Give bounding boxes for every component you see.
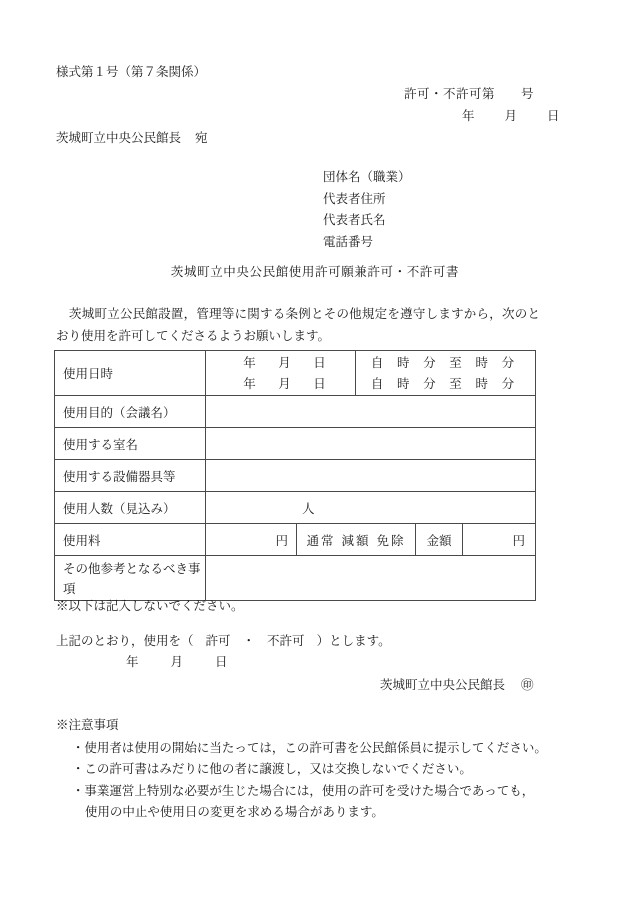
label-equipment: 使用する設備器具等 (55, 460, 206, 492)
permit-number-label: 許可・不許可第 (404, 86, 496, 101)
time1-to-hour: 時 (475, 355, 488, 370)
datetime-time-row-1 (356, 352, 535, 373)
fee-yen-unit-2: 円 (512, 532, 525, 548)
approval-date-day: 日 (215, 654, 228, 669)
notices-title: ※注意事項 (56, 717, 119, 732)
value-equipment[interactable] (206, 460, 536, 492)
table-row-other (55, 556, 536, 601)
table-row-purpose (55, 396, 536, 428)
time2-from-minute: 分 (423, 376, 436, 391)
permit-date-field (462, 106, 560, 124)
value-datetime[interactable] (206, 351, 536, 396)
date2-day: 日 (313, 376, 326, 391)
approval-date-year: 年 (126, 654, 139, 669)
label-fee: 使用料 (55, 524, 206, 556)
time1-from-minute: 分 (423, 355, 436, 370)
applicant-organization: 団体名（職業） (323, 169, 411, 184)
permit-number-field (404, 84, 534, 102)
time2-to-minute: 分 (501, 376, 515, 391)
approval-date-field (126, 652, 228, 670)
intro-paragraph: 茨城町立公民館設置，管理等に関する条例とその他規定を遵守しますから，次のとおり使用を許可してくださるようお願いします。 (56, 306, 540, 343)
table-row-people (55, 492, 536, 524)
applicant-block (323, 166, 411, 252)
permit-date-year: 年 (462, 108, 475, 123)
time2-from: 自 (370, 376, 384, 391)
value-people[interactable] (206, 492, 536, 524)
label-purpose: 使用目的（会議名） (55, 396, 206, 428)
time1-from: 自 (370, 355, 384, 370)
fee-amount-label: 金額 (416, 524, 463, 555)
time2-to: 至 (449, 376, 462, 391)
notices-section (56, 714, 556, 823)
date1-year: 年 (243, 355, 256, 370)
permit-date-month: 月 (504, 108, 518, 123)
label-room: 使用する室名 (55, 428, 206, 460)
permit-number-unit: 号 (521, 86, 535, 101)
value-purpose[interactable] (206, 396, 536, 428)
label-datetime: 使用日時 (55, 351, 206, 396)
bullet-icon: ・ (71, 739, 85, 755)
signer-name: 茨城町立中央公民館長 (380, 677, 506, 692)
notice-item-text-continued: 使用の中止や使用日の変更を求める場合があります。 (84, 804, 384, 819)
date2-month: 月 (278, 376, 291, 391)
approval-statement (56, 630, 391, 652)
permit-date-day: 日 (547, 108, 560, 123)
label-people: 使用人数（見込み） (55, 492, 206, 524)
value-room[interactable] (206, 428, 536, 460)
value-other[interactable] (206, 556, 536, 601)
applicant-representative-address: 代表者住所 (323, 190, 386, 206)
addressee-name: 茨城町立中央公民館長 (56, 130, 182, 145)
table-row-fee (55, 524, 536, 556)
fee-final-amount-cell[interactable] (463, 524, 535, 555)
addressee-suffix: 宛 (195, 130, 208, 145)
seal-icon: ㊞ (521, 677, 534, 692)
applicant-representative-name: 代表者氏名 (323, 212, 386, 227)
table-row-datetime (55, 351, 536, 396)
date1-day: 日 (313, 355, 326, 370)
approval-statement-part1: 上記のとおり，使用を（ (56, 633, 194, 648)
datetime-date-subcell[interactable] (206, 351, 356, 395)
value-fee[interactable] (206, 524, 536, 556)
fee-amount-input-cell[interactable] (206, 524, 297, 555)
approval-signer (380, 675, 534, 693)
approval-date-month: 月 (170, 654, 184, 669)
approval-option-permit[interactable]: 許可 (205, 633, 231, 648)
people-unit: 人 (302, 500, 315, 516)
approval-option-deny[interactable]: 不許可 (267, 633, 305, 648)
bullet-icon: ・ (71, 782, 85, 798)
bullet-icon: ・ (71, 761, 85, 776)
notice-item-text: この許可書はみだりに他の者に譲渡し，又は交換しないでください。 (84, 761, 472, 776)
fee-yen-unit-1: 円 (275, 532, 288, 548)
time2-to-hour: 時 (475, 376, 488, 391)
notice-item-text: 事業運営上特別な必要が生じた場合には，使用の許可を受けた場合であっても， (84, 782, 535, 798)
label-other: その他参考となるべき事項 (55, 556, 206, 601)
notice-item-text: 使用者は使用の開始に当たっては，この許可書を公民館係員に提示してください。 (84, 739, 547, 755)
addressee (56, 128, 208, 146)
approval-statement-part2: ）とします。 (316, 633, 391, 648)
approval-separator: ・ (242, 633, 256, 648)
do-not-fill-note: ※以下は記入しないでください。 (56, 598, 244, 613)
usage-application-table (54, 350, 536, 601)
fee-category-cell[interactable]: 通常 減額 免除 (297, 524, 416, 555)
document-title: 茨城町立中央公民館使用許可願兼許可・不許可書 (170, 264, 460, 279)
table-row-equipment (55, 460, 536, 492)
form-number: 様式第１号（第７条関係） (56, 64, 207, 79)
datetime-date-row-2 (206, 373, 355, 394)
notice-item (56, 737, 556, 759)
date2-year: 年 (243, 376, 256, 391)
datetime-time-subcell[interactable] (356, 351, 535, 395)
time2-from-hour: 時 (396, 376, 410, 391)
table-row-room (55, 428, 536, 460)
notice-item (56, 780, 556, 823)
applicant-telephone: 電話番号 (323, 233, 374, 249)
datetime-date-row-1 (206, 352, 355, 373)
notice-item (56, 758, 556, 780)
time1-to-minute: 分 (501, 355, 515, 370)
time1-from-hour: 時 (396, 355, 410, 370)
datetime-time-row-2 (356, 373, 535, 394)
time1-to: 至 (449, 355, 462, 370)
date1-month: 月 (278, 355, 291, 370)
